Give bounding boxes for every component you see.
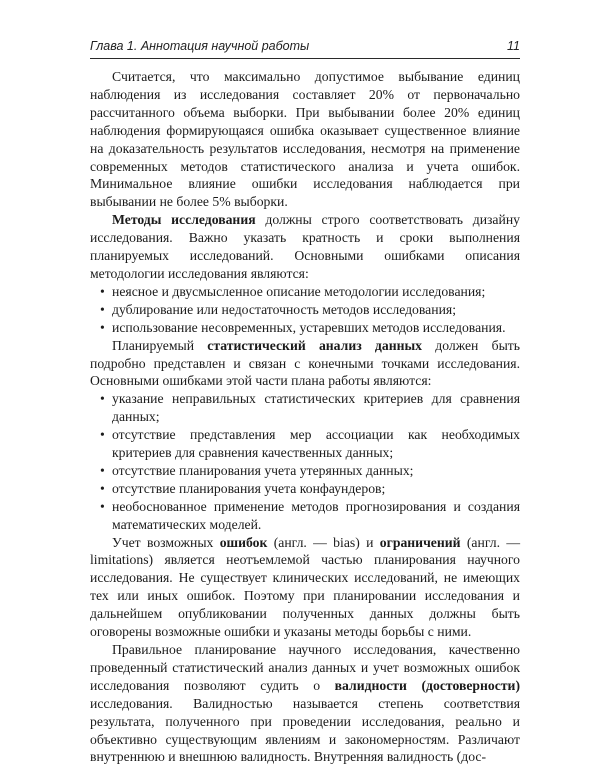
list-item: • дублирование или недостаточность методов исследования;: [90, 301, 520, 319]
term-errors: ошибок: [219, 534, 268, 550]
page-number: 11: [507, 39, 520, 53]
paragraph-bias-mid: (англ. — bias) и: [267, 534, 380, 550]
paragraph-validity-pre: Правильное планирование научного исследования, качественно проведенный статистический анализ данных и учет возможных ошибок исследования позволяют судить о: [90, 642, 520, 693]
term-limitations: ограничений: [379, 534, 461, 550]
paragraph-statistics: [90, 337, 520, 391]
term-validity: валидности (достоверности): [334, 677, 520, 693]
paragraph-validity-text: исследования. Валидностью называется степень соответствия результата, полученного при проведении исследования, реально и объективно существующим явлениям и закономерностям. Различают внутреннюю и внешнюю валидность. Внутренняя валидность (дос-: [90, 695, 520, 765]
paragraph-statistics-text: должен быть подробно представлен и связан с конечными точками исследования. Основными ошибками этой части плана работы являются:: [90, 337, 520, 389]
paragraph-dropout: Считается, что максимально допустимое выбывание единиц наблюдения из исследования составляет 20% от первоначально рассчитанного объема выборки. При выбывании более 20% единиц наблюдения формирующаяся ошибка оказывает существенное влияние на доказательность результатов исследования, несмотря на применение современных методов статистического анализа и учета ошибок. Минимальное влияние ошибки исследования наблюдается при выбывании не более 5% выборки.: [90, 69, 520, 210]
paragraph-bias-pre: Учет возможных: [112, 534, 220, 550]
paragraph-bias: [90, 534, 520, 641]
page-body: [90, 68, 520, 766]
paragraph-statistics-pre: Планируемый: [112, 337, 208, 353]
running-header: [90, 36, 520, 59]
list-item: • неясное и двусмысленное описание методологии исследования;: [90, 283, 520, 301]
paragraph-methods: [90, 211, 520, 283]
list-item: • отсутствие планирования учета утерянных данных;: [90, 462, 520, 480]
list-item: • указание неправильных статистических критериев для сравнения данных;: [90, 390, 520, 426]
chapter-title: Глава 1. Аннотация научной работы: [90, 39, 310, 53]
list-statistics-errors: [90, 390, 520, 533]
paragraph-methods-text: должны строго соответствовать дизайну исследования. Важно указать кратность и сроки выполнения планируемых исследований. Основными ошибками описания методологии исследования являются:: [90, 212, 520, 281]
term-statistics: статистический анализ данных: [207, 337, 423, 353]
list-item: • отсутствие представления мер ассоциации как необходимых критериев для сравнения качественных данных;: [90, 426, 520, 462]
term-methods: Методы исследования: [112, 212, 256, 228]
list-item: • необоснованное применение методов прогнозирования и создания математических моделей.: [90, 498, 520, 534]
list-item: • использование несовременных, устаревших методов исследования.: [90, 319, 520, 337]
list-item: • отсутствие планирования учета конфаундеров;: [90, 480, 520, 498]
paragraph-bias-text: (англ. — limitations) является неотъемлемой частью планирования научного исследования. Не существует клинических исследований, не имеющих тех или иных ошибок. Поэтому при планировании исследования и дальнейшем опубликовании полученных данных должны быть оговорены возможные ошибки и указаны методы борьбы с ними.: [90, 534, 521, 640]
paragraph-validity: [90, 641, 520, 766]
list-methods-errors: [90, 283, 520, 337]
